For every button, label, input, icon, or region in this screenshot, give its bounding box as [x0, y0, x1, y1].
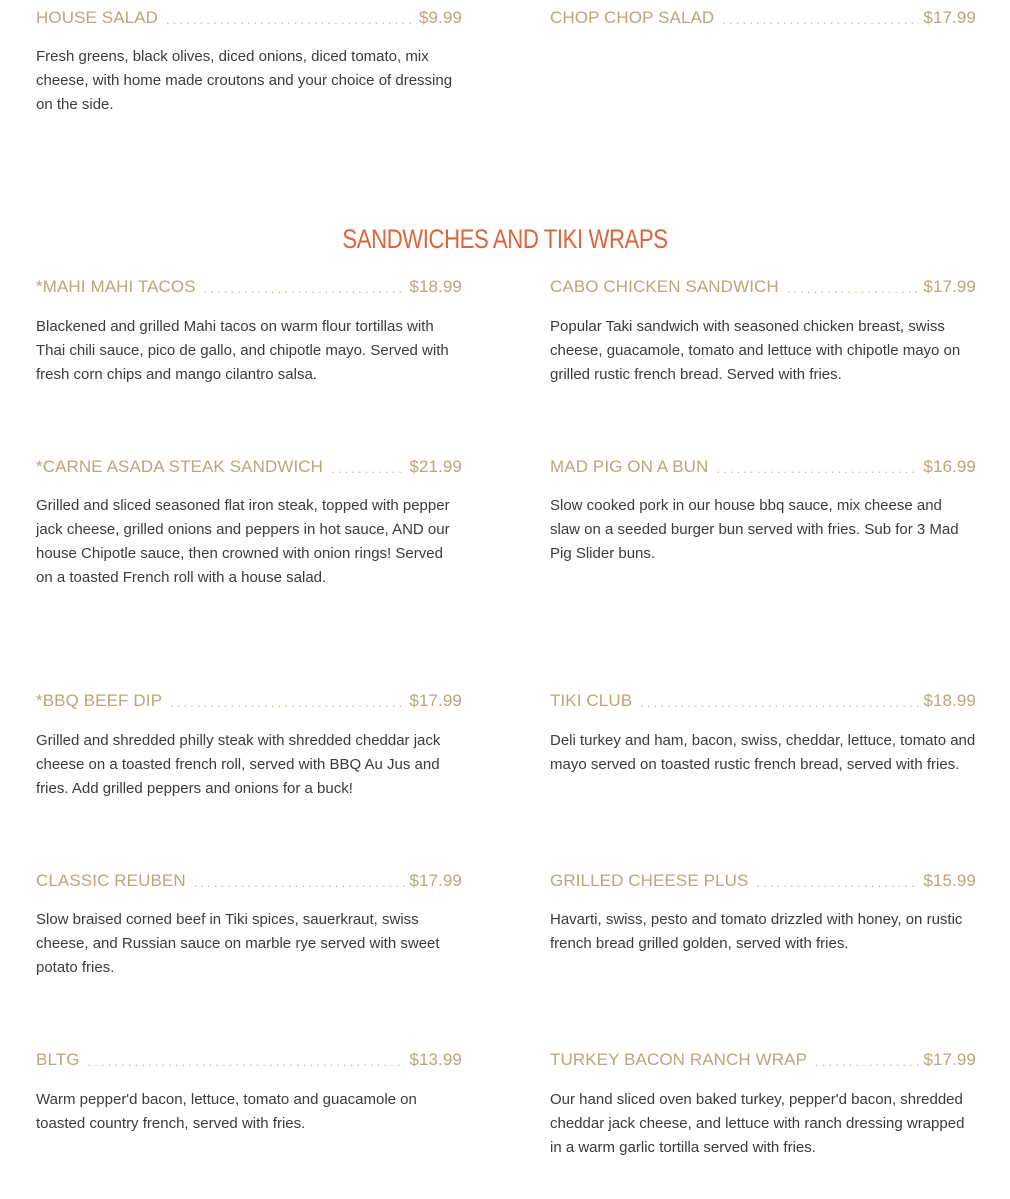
- menu-item-description: Grilled and sliced seasoned flat iron steak, topped with pepper jack cheese, grilled onions and peppers in hot sauce, AND our house Chipotle sauce, then crowned with onion rings! Served on a toasted French roll with a house salad.: [36, 497, 450, 586]
- menu-item-header: [36, 277, 462, 298]
- menu-item-header: [550, 277, 976, 298]
- menu-item-price: $17.99: [409, 691, 462, 710]
- menu-item-name: *MAHI MAHI TACOS: [36, 277, 196, 296]
- menu-item: [550, 871, 976, 956]
- menu-item-description: Blackened and grilled Mahi tacos on warm flour tortillas with Thai chili sauce, pico de gallo, and chipotle mayo. Served with fresh corn chips and mango cilantro salsa.: [36, 318, 449, 383]
- menu-item-header: [550, 691, 976, 712]
- menu-item: [550, 277, 976, 387]
- menu-item-header: [36, 691, 462, 712]
- menu-item-header: [550, 8, 976, 29]
- menu-item-name: MAD PIG ON A BUN: [550, 457, 709, 476]
- menu-item-name: BLTG: [36, 1050, 80, 1069]
- menu-item-price: $17.99: [923, 1050, 976, 1069]
- menu-item-header: [36, 457, 462, 478]
- menu-item: [36, 1050, 462, 1136]
- dot-leader: [756, 873, 919, 893]
- menu-item-price: $9.99: [418, 8, 462, 27]
- menu-item-description: Fresh greens, black olives, diced onions, diced tomato, mix cheese, with home made croutons and your choice of dressing on the side.: [36, 48, 453, 113]
- menu-item-description: Slow cooked pork in our house bbq sauce, mix cheese and slaw on a seeded burger bun served with fries. Sub for 3 Mad Pig Slider buns.: [550, 497, 959, 562]
- menu-item-name: GRILLED CHEESE PLUS: [550, 871, 749, 890]
- menu-item: [550, 691, 976, 777]
- menu-item-header: [550, 1050, 976, 1071]
- menu-item-price: $17.99: [923, 277, 976, 296]
- dot-leader: [815, 1052, 919, 1072]
- menu-item-name: CABO CHICKEN SANDWICH: [550, 277, 779, 296]
- dot-leader: [88, 1052, 406, 1072]
- menu-item-price: $18.99: [409, 277, 462, 296]
- menu-item: [36, 457, 462, 590]
- menu-item-name: TURKEY BACON RANCH WRAP: [550, 1050, 808, 1069]
- menu-item-house-salad: [36, 8, 462, 117]
- dot-leader: [204, 279, 406, 299]
- menu-item-name: TIKI CLUB: [550, 691, 633, 710]
- dot-leader: [170, 693, 405, 713]
- menu-item-header: [36, 871, 462, 892]
- menu-item-name: *BBQ BEEF DIP: [36, 691, 163, 710]
- dot-leader: [331, 459, 405, 479]
- menu-item-chop-chop-salad: [550, 8, 976, 29]
- menu-item-price: $18.99: [923, 691, 976, 710]
- menu-item-description: Grilled and shredded philly steak with shredded cheddar jack cheese on a toasted french roll, served with BBQ Au Jus and fries. Add grilled peppers and onions for a buck!: [36, 732, 441, 797]
- dot-leader: [194, 873, 406, 893]
- menu-item: [550, 1050, 976, 1160]
- menu-item: [36, 277, 462, 387]
- menu-item-description: Warm pepper'd bacon, lettuce, tomato and guacamole on toasted country french, served with fries.: [36, 1091, 417, 1132]
- dot-leader: [166, 10, 415, 30]
- menu-item: [550, 457, 976, 566]
- menu-item-header: [550, 871, 976, 892]
- menu-item-header: [36, 8, 462, 29]
- menu-item-name: HOUSE SALAD: [36, 8, 159, 27]
- menu-item-price: $17.99: [409, 871, 462, 890]
- menu-item-name: CHOP CHOP SALAD: [550, 8, 715, 27]
- section-title: SANDWICHES AND TIKI WRAPS: [342, 224, 668, 254]
- menu-item-price: $16.99: [923, 457, 976, 476]
- menu-item-price: $17.99: [923, 8, 976, 27]
- menu-item-price: $15.99: [923, 871, 976, 890]
- menu-item-price: $13.99: [409, 1050, 462, 1069]
- menu-item-description: Popular Taki sandwich with seasoned chicken breast, swiss cheese, guacamole, tomato and lettuce with chipotle mayo on grilled rustic french bread. Served with fries.: [550, 318, 961, 383]
- dot-leader: [716, 459, 919, 479]
- menu-item-description: Havarti, swiss, pesto and tomato drizzled with honey, on rustic french bread grilled golden, served with fries.: [550, 911, 963, 952]
- dot-leader: [640, 693, 919, 713]
- menu-item: [36, 691, 462, 801]
- dot-leader: [787, 279, 920, 299]
- menu-item-name: CLASSIC REUBEN: [36, 871, 186, 890]
- menu-item-description: Deli turkey and ham, bacon, swiss, cheddar, lettuce, tomato and mayo served on toasted rustic french bread, served with fries.: [550, 732, 976, 773]
- dot-leader: [722, 10, 919, 30]
- menu-item-header: [36, 1050, 462, 1071]
- menu-item: [36, 871, 462, 980]
- menu-item-header: [550, 457, 976, 478]
- menu-item-description: Our hand sliced oven baked turkey, pepper'd bacon, shredded cheddar jack cheese, and lettuce with ranch dressing wrapped in a warm garlic tortilla served with fries.: [550, 1091, 965, 1156]
- menu-item-description: Slow braised corned beef in Tiki spices, sauerkraut, swiss cheese, and Russian sauce on marble rye served with sweet potato fries.: [36, 911, 440, 976]
- menu-item-price: $21.99: [409, 457, 462, 476]
- menu-item-name: *CARNE ASADA STEAK SANDWICH: [36, 457, 324, 476]
